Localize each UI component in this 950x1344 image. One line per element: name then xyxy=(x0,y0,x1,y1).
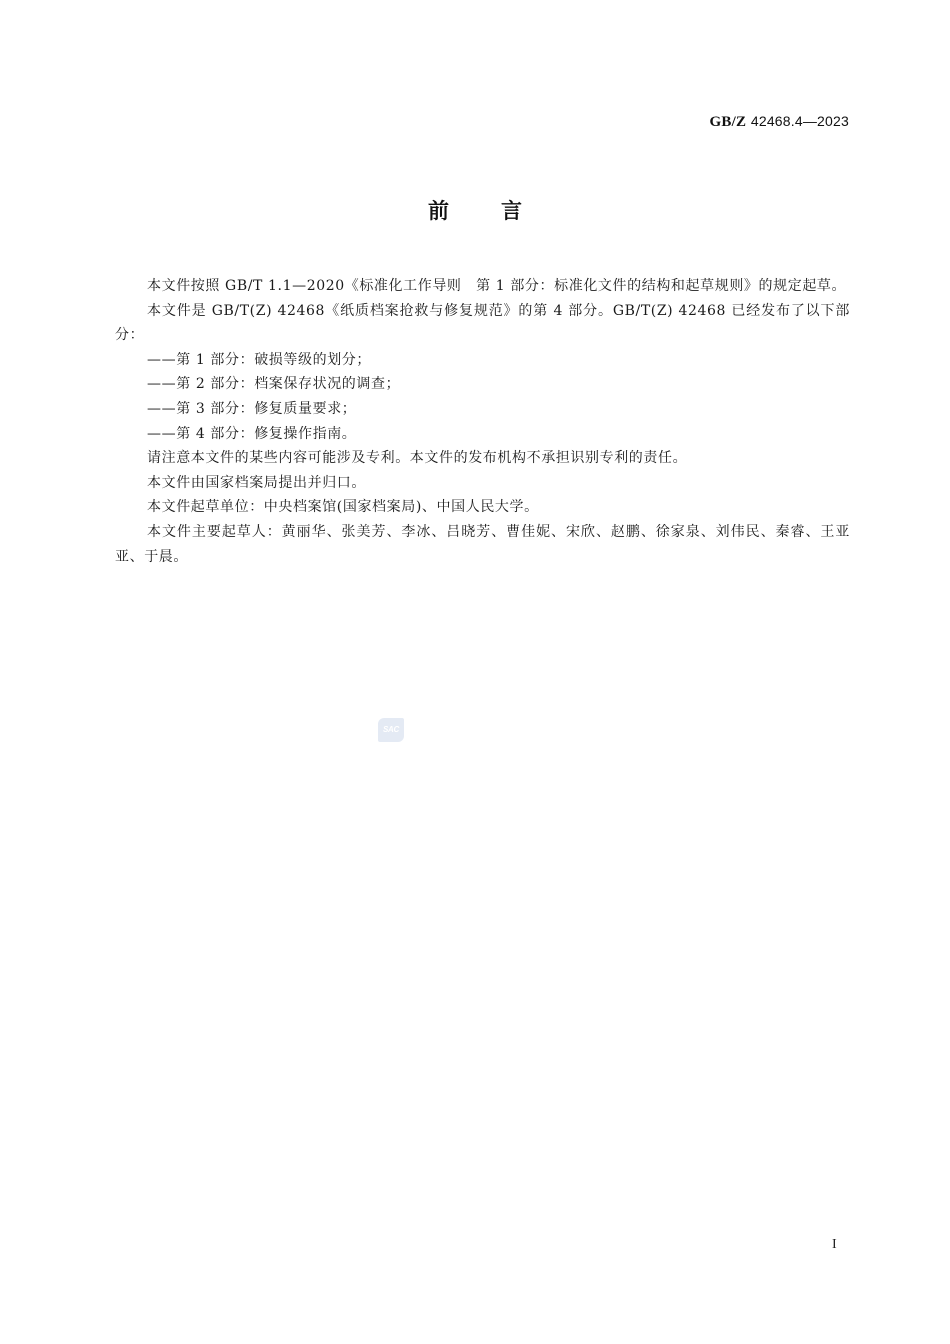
list-item-part-4: ——第 4 部分：修复操作指南。 xyxy=(147,425,357,442)
standard-code: 42468.4—2023 xyxy=(750,113,849,129)
list-item-part-2: ——第 2 部分：档案保存状况的调查； xyxy=(147,376,401,393)
paragraph-drafters: 本文件主要起草人：黄丽华、张美芳、李冰、吕晓芳、曹佳妮、宋欣、赵鹏、徐家泉、刘伟民、秦睿、王亚亚、于晨。 xyxy=(115,523,850,565)
paragraph-patent-notice: 请注意本文件的某些内容可能涉及专利。本文件的发布机构不承担识别专利的责任。 xyxy=(147,450,688,467)
standard-number-header xyxy=(710,113,849,131)
page-title: 前言 xyxy=(428,199,574,223)
list-item-part-1: ——第 1 部分：破损等级的划分； xyxy=(147,351,372,368)
list-item-part-3: ——第 3 部分：修复质量要求； xyxy=(147,400,357,417)
paragraph-part-info: 本文件是 GB/T(Z) 42468《纸质档案抢救与修复规范》的第 4 部分。GB/T(Z) 42468 已经发布了以下部分： xyxy=(115,302,850,344)
sac-watermark-logo: SAC xyxy=(378,718,404,742)
foreword-body xyxy=(115,274,850,569)
paragraph-proposer: 本文件由国家档案局提出并归口。 xyxy=(147,474,366,491)
paragraph-drafting-rules: 本文件按照 GB/T 1.1—2020《标准化工作导则 第 1 部分：标准化文件的结构和起草规则》的规定起草。 xyxy=(147,278,847,294)
paragraph-drafting-units: 本文件起草单位：中央档案馆(国家档案局)、中国人民大学。 xyxy=(147,499,539,516)
standard-prefix: GB/Z xyxy=(709,114,747,130)
page-number: I xyxy=(832,1237,837,1252)
